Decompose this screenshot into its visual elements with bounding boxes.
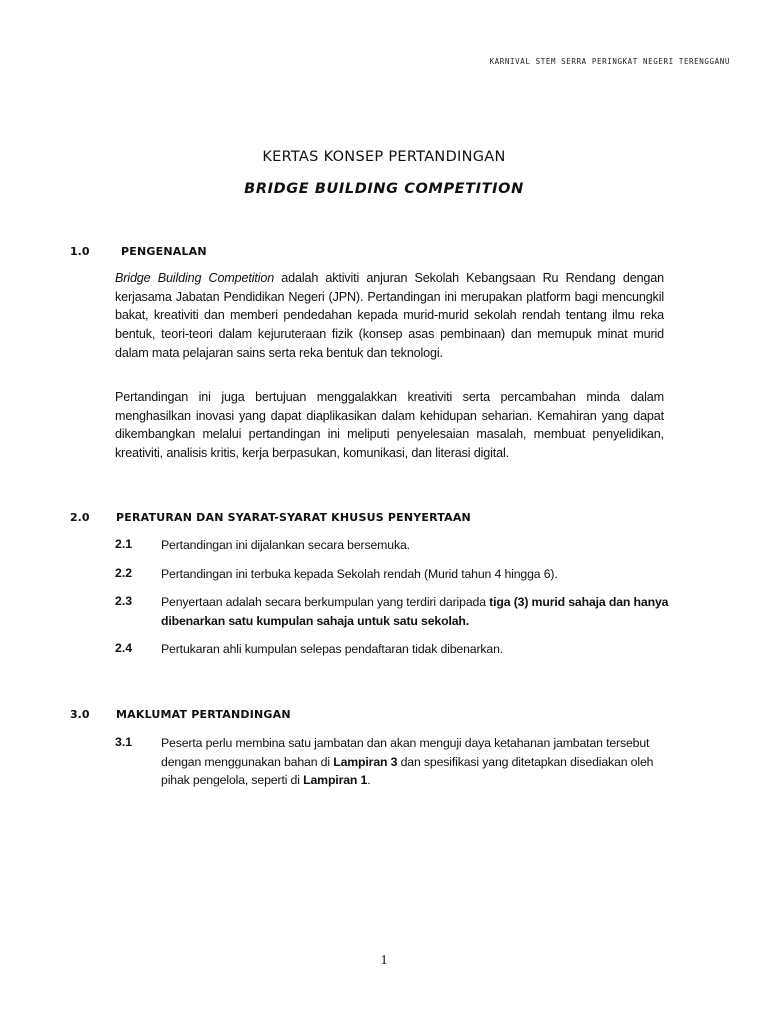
section-3-number: 3.0 — [70, 708, 90, 721]
competition-name-emphasis: Bridge Building Competition — [115, 271, 275, 285]
item-2-4-number: 2.4 — [115, 641, 133, 655]
item-3-1-text — [161, 734, 666, 790]
item-3-1-number: 3.1 — [115, 735, 133, 749]
item-2-2-text: Pertandingan ini terbuka kepada Sekolah rendah (Murid tahun 4 hingga 6). — [161, 567, 558, 581]
item-3-1-part-c: dan spesifikasi yang ditetapkan disediakan oleh pihak pengelola, seperti di — [161, 754, 654, 787]
section-3-title: MAKLUMAT PERTANDINGAN — [116, 708, 291, 721]
document-subtitle: BRIDGE BUILDING COMPETITION — [244, 181, 524, 197]
item-2-1-text: Pertandingan ini dijalankan secara bersemuka. — [161, 538, 410, 552]
item-2-3-text — [161, 593, 671, 630]
page-number: 1 — [380, 953, 388, 968]
item-2-3-plain: Penyertaan adalah secara berkumpulan yang terdiri daripada — [161, 595, 490, 609]
item-2-3-number: 2.3 — [115, 594, 133, 608]
item-3-1-lampiran-3: Lampiran 3 — [333, 754, 398, 769]
running-header: KARNIVAL STEM SERRA PERINGKAT NEGERI TERENGGANU — [489, 57, 730, 66]
section-2-number: 2.0 — [70, 511, 90, 524]
item-2-2-number: 2.2 — [115, 566, 133, 580]
section-1-paragraph-2: Pertandingan ini juga bertujuan menggalakkan kreativiti serta percambahan minda dalam menghasilkan inovasi yang dapat diaplikasikan dalam kehidupan seharian. Kemahiran yang dapat dikembangkan melalui pertandingan ini meliputi penyelesaian masalah, membuat penyelidikan, kreativiti, analisis kritis, kerja berpasukan, komunikasi, dan literasi digital. — [115, 390, 664, 461]
item-2-1-number: 2.1 — [115, 537, 133, 551]
document-title: KERTAS KONSEP PERTANDINGAN — [262, 149, 506, 165]
section-1-number: 1.0 — [70, 245, 90, 258]
item-2-4-text: Pertukaran ahli kumpulan selepas pendaftaran tidak dibenarkan. — [161, 642, 504, 656]
section-2-title: PERATURAN DAN SYARAT-SYARAT KHUSUS PENYERTAAN — [116, 511, 471, 524]
paragraph-1-text: adalah aktiviti anjuran Sekolah Kebangsaan Ru Rendang dengan kerjasama Jabatan Pendidikan Negeri (JPN). Pertandingan ini merupakan platform bagi mencungkil bakat, kreativiti dan memberi pendedahan kepada murid-murid sekolah rendah tentang ilmu reka bentuk, teori-teori dalam kejuruteraan fizik (konsep asas pembinaan) dan memupuk minat murid dalam mata pelajaran sains serta reka bentuk dan teknologi. — [115, 271, 664, 360]
item-2-3-bold: tiga (3) murid sahaja dan hanya dibenarkan satu kumpulan sahaja untuk satu sekolah. — [161, 595, 669, 628]
section-1-paragraph-1 — [115, 269, 664, 363]
item-3-1-part-d: . — [367, 773, 371, 787]
section-1-title: PENGENALAN — [121, 245, 207, 258]
item-3-1-part-a: Peserta perlu membina satu jambatan dan akan menguji daya ketahanan jambatan tersebut dengan menggunakan bahan di — [161, 736, 650, 769]
item-3-1-lampiran-1: Lampiran 1 — [303, 773, 368, 787]
